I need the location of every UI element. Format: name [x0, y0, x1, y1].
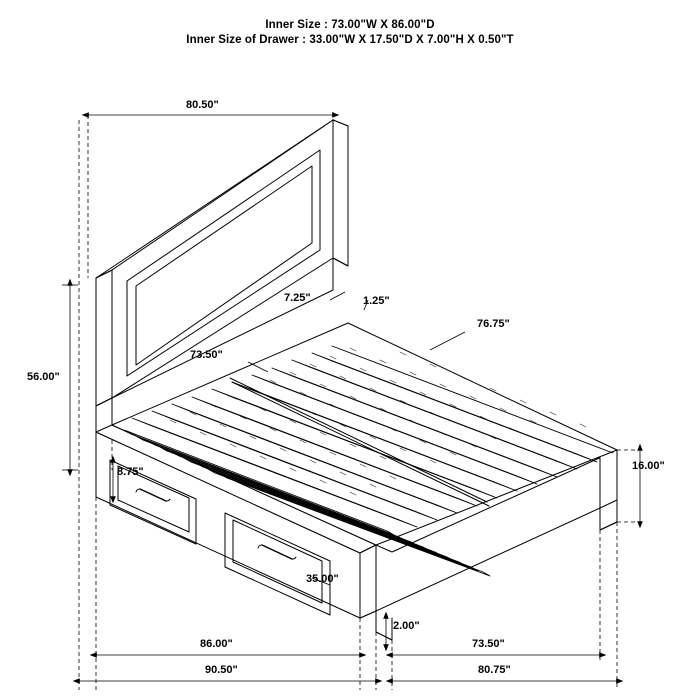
dim-slat-length: 76.75"	[477, 318, 510, 330]
dim-footboard-inner-width: 73.50"	[472, 638, 505, 650]
dim-clearance: 2.00"	[393, 620, 420, 632]
dim-footboard-overall-width: 80.75"	[478, 664, 511, 676]
dim-headboard-width: 80.50"	[186, 99, 219, 111]
inner-size-note: Inner Size : 73.00"W X 86.00"D	[265, 19, 435, 31]
dim-headboard-panel-inset: 7.25"	[284, 292, 311, 304]
drawer-inner-size-note: Inner Size of Drawer : 33.00"W X 17.50"D X 7.00"H X 0.50"T	[186, 34, 514, 46]
dim-side-rail-height: 8.75"	[117, 466, 144, 478]
dim-drawer-width: 35.00"	[306, 573, 339, 585]
dim-bed-length-overall: 90.50"	[205, 664, 238, 676]
dim-slat-span: 73.50"	[190, 349, 223, 361]
dim-bed-length-inner: 86.00"	[200, 638, 233, 650]
dim-rail-thickness: 1.25"	[363, 295, 390, 307]
dim-footboard-height: 16.00"	[632, 460, 665, 472]
dim-overall-height: 56.00"	[27, 371, 60, 383]
